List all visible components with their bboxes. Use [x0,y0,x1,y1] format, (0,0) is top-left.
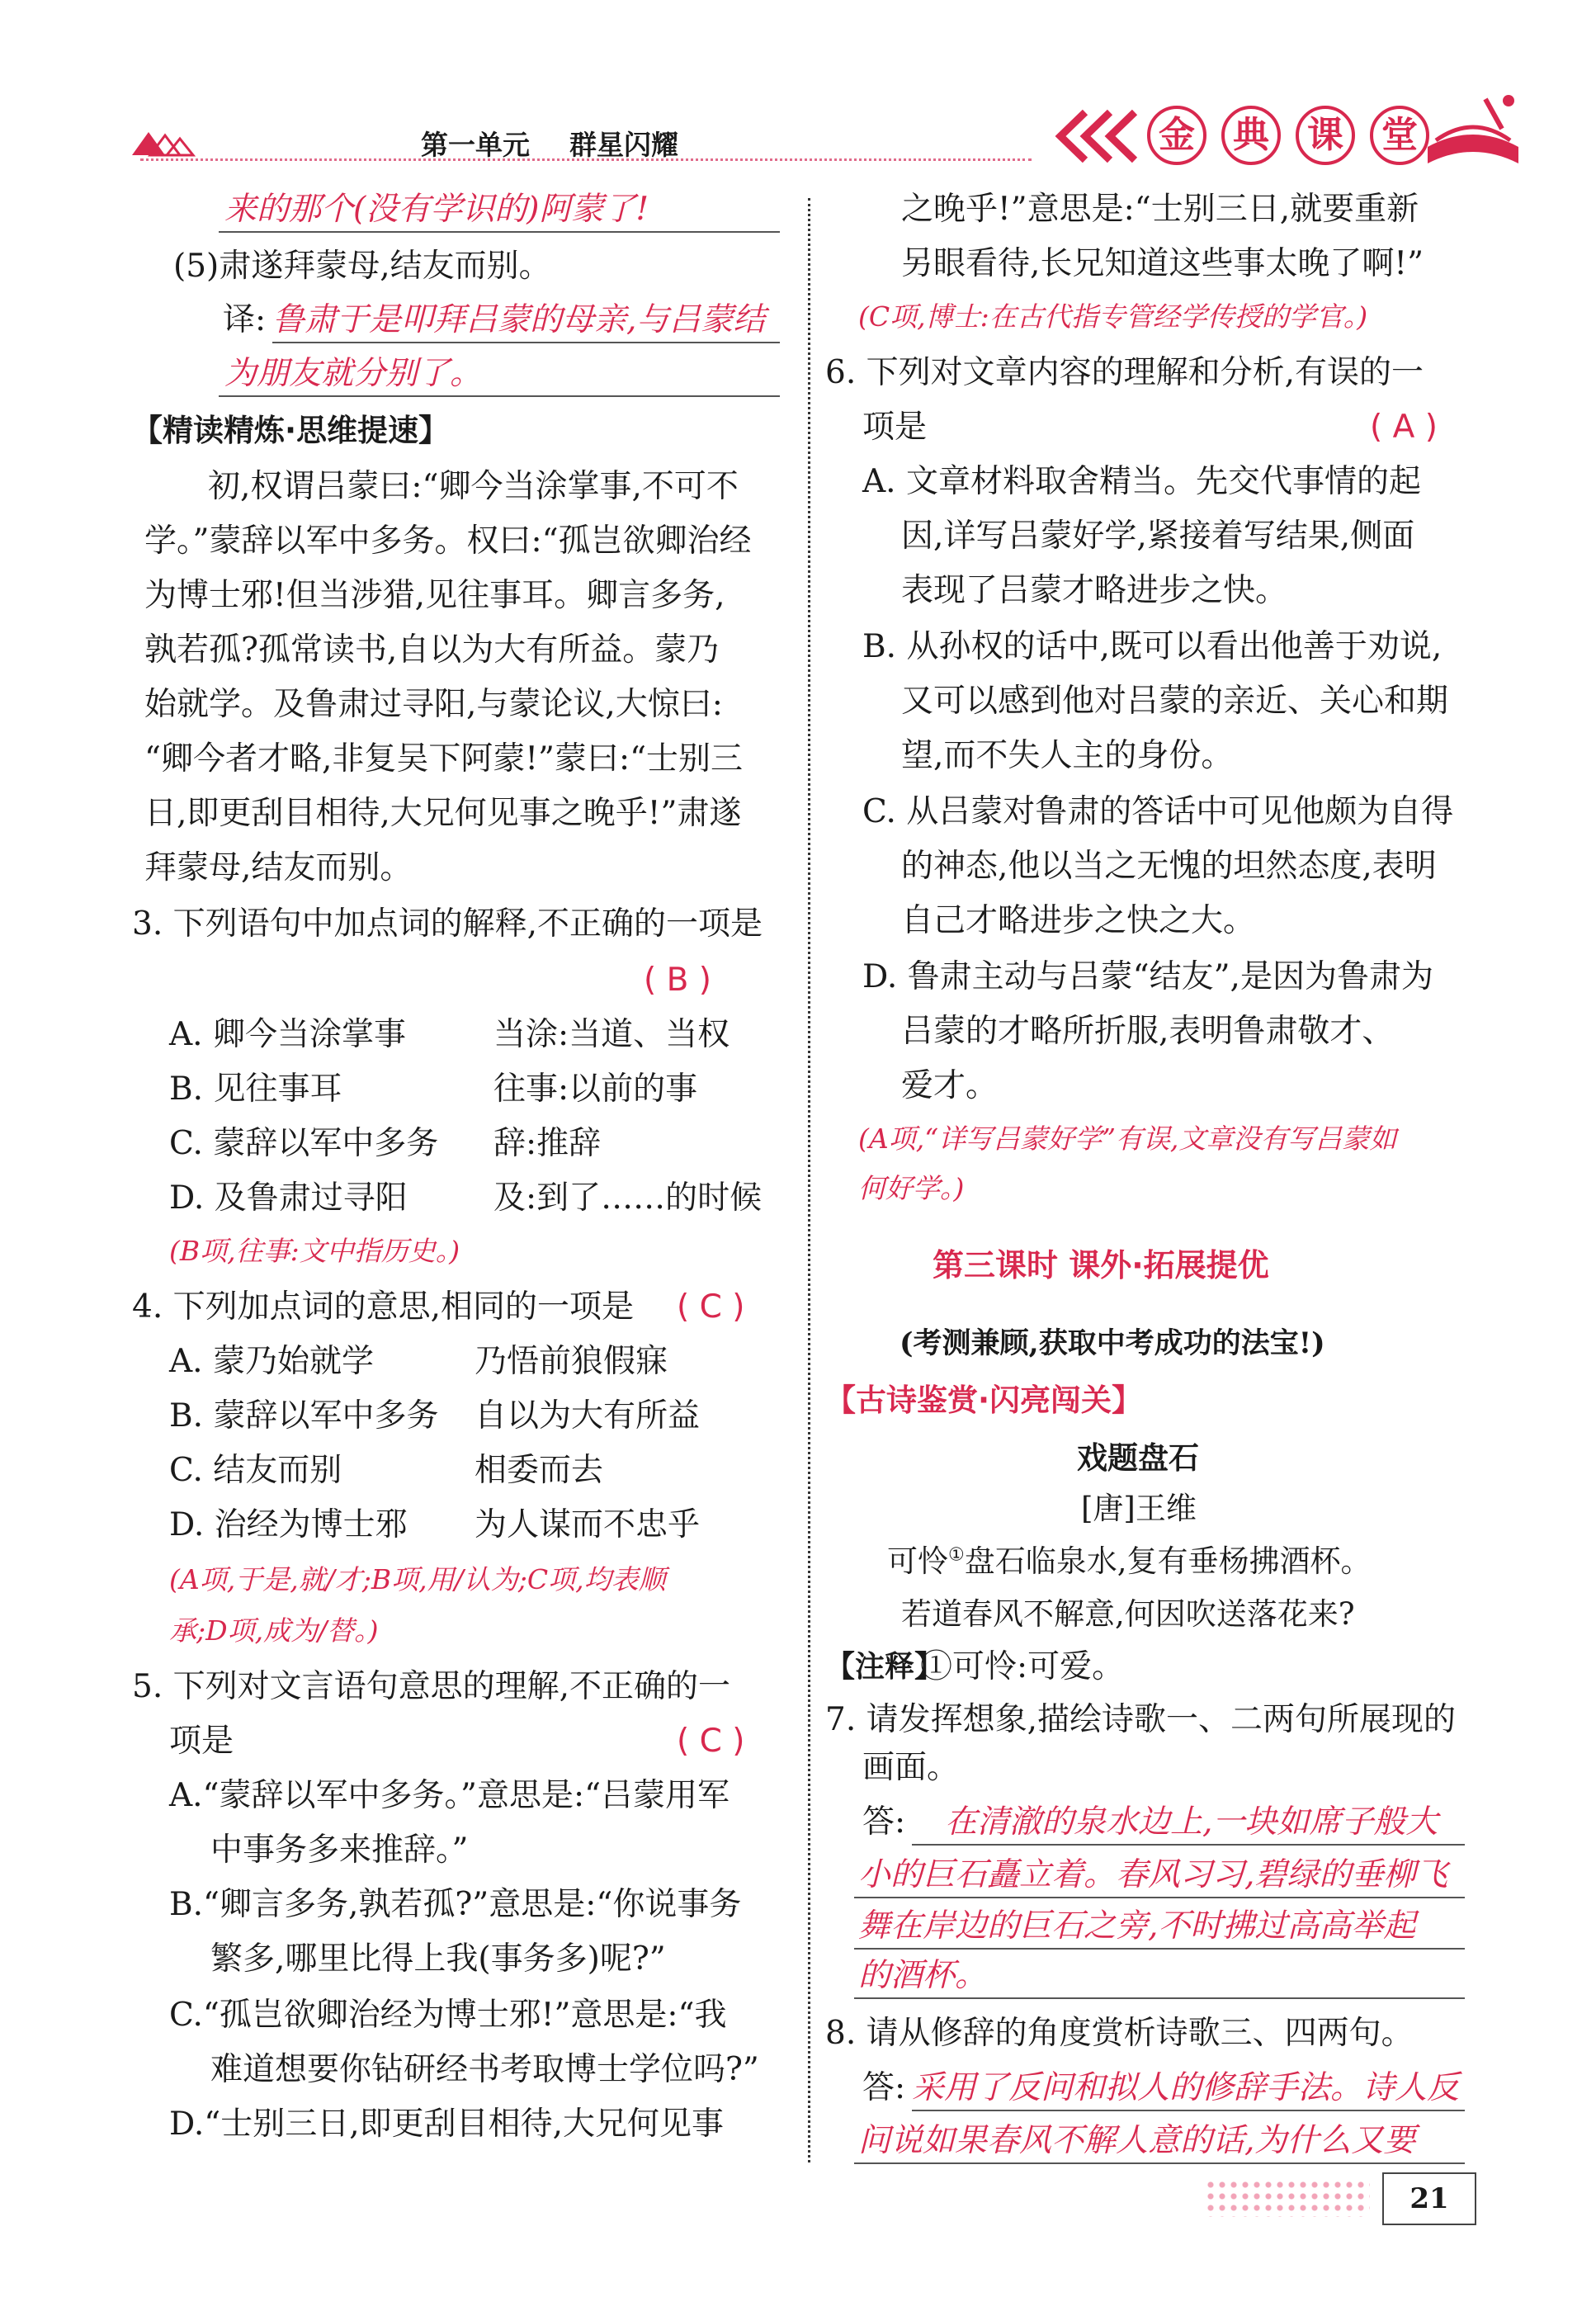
q6-note-line-1: (A项,“详写吕蒙好学”有误,文章没有写吕蒙如 [858,1123,1397,1155]
q8-answer-line-1: 采用了反问和拟人的修辞手法。诗人反 [912,2069,1460,2106]
section-heading-reading: 【精读精炼·思维提速】 [132,413,450,448]
poem-author: [唐]王维 [1081,1491,1197,1526]
q5-option-b: B.“卿言多务,孰若孤?”意思是:“你说事务 [169,1886,742,1923]
q5-option-c: C.“孤岂欲卿治经为博士邪!”意思是:“我 [169,1997,727,2034]
q7-answer-label: 答: [862,1803,906,1841]
answer-underline [219,395,780,397]
q5-option-d: D.“士别三日,即更刮目相待,大兄何见事 [169,2106,725,2143]
q5-option-a-cont: 中事务多来推辞。” [210,1832,469,1869]
page-number: 21 [1382,2172,1476,2225]
q6-option-c: C. 从吕蒙对鲁肃的答话中可见他颇为自得 [862,793,1454,830]
q4-option-a-compare: 乃悟前狼假寐 [475,1343,668,1380]
q8-answer-line-2: 问说如果春风不解人意的话,为什么又要 [858,2122,1416,2159]
question-4: 4. 下列加点词的意思,相同的一项是 [132,1288,635,1326]
q5-option-d-cont-2: 另眼看待,长兄知道这些事太晚了啊!” [901,245,1424,282]
answer-underline [272,342,780,343]
q4-option-b-compare: 自以为大有所益 [475,1397,701,1435]
brand-char-4: 堂 [1370,106,1429,165]
header-arrows-icon [132,124,198,160]
q5-option-a: A.“蒙辞以军中多务。”意思是:“吕蒙用军 [169,1777,730,1814]
q6-option-b-cont: 望,而不失人主的身份。 [901,737,1234,774]
left-translate-line-2: 为朋友就分别了。 [224,355,483,392]
q4-option-a: A. 蒙乃始就学 [169,1343,374,1380]
passage-line: “卿今者才略,非复吴下阿蒙!”蒙曰:“士别三 [144,740,744,778]
question-8: 8. 请从修辞的角度赏析诗歌三、四两句。 [825,2015,1414,2052]
answer-underline [912,2110,1465,2111]
answer-underline [854,1997,1465,1999]
q5-option-b-cont: 繁多,哪里比得上我(事务多)呢?” [210,1940,666,1978]
q6-option-c-cont: 的神态,他以当之无愧的坦然态度,表明 [901,848,1437,885]
q6-option-b-cont: 又可以感到他对吕蒙的亲近、关心和期 [901,683,1449,720]
question-7: 7. 请发挥想象,描绘诗歌一、二两句所展现的 [825,1701,1457,1738]
q6-option-a: A. 文章材料取舍精当。先交代事情的起 [862,463,1421,500]
left-answer-line-1: 来的那个(没有学识的)阿蒙了! [224,191,649,228]
lesson-title: 第三课时 课外·拓展提优 [933,1247,1269,1283]
passage-line: 始就学。及鲁肃过寻阳,与蒙论议,大惊曰: [144,686,723,723]
brand-char-2: 典 [1221,106,1281,165]
poem-line-1-rest: 盘石临泉水,复有垂杨拂酒杯。 [964,1543,1372,1579]
passage-line: 为博士邪!但当涉猎,见往事耳。卿言多务, [144,577,725,614]
q5-option-c-cont: 难道想要你钻研经书考取博士学位吗?” [210,2051,759,2088]
q6-option-a-cont: 因,详写吕蒙好学,紧接着写结果,侧面 [901,518,1415,555]
question-7-cont: 画面。 [862,1749,960,1786]
lesson-motto: (考测兼顾,获取中考成功的法宝!) [900,1326,1325,1360]
q8-answer-label: 答: [862,2069,906,2106]
q3-option-b-meaning: 往事:以前的事 [493,1071,698,1108]
q7-answer-line-2: 小的巨石矗立着。春风习习,碧绿的垂柳飞 [858,1856,1448,1893]
answer-underline [912,1844,1465,1846]
q6-option-b: B. 从孙权的话中,既可以看出他善于劝说, [862,628,1443,665]
q4-option-d: D. 治经为博士邪 [169,1506,408,1543]
note-label: 【注释】 [825,1650,945,1684]
q7-answer-line-4: 的酒杯。 [858,1957,988,1994]
section-heading-poetry: 【古诗鉴赏·闪亮闯关】 [825,1383,1143,1418]
q4-option-b: B. 蒙辞以军中多务 [169,1397,439,1435]
passage-line: 拜蒙母,结友而别。 [144,849,413,886]
left-translate-line-1: 鲁肃于是叩拜吕蒙的母亲,与吕蒙结 [272,301,766,338]
q6-option-d-cont: 爱才。 [901,1067,999,1104]
left-translate-label: 译: [223,301,267,338]
footnote-marker: ① [948,1544,965,1566]
brand-char-3: 课 [1296,106,1355,165]
answer-underline [854,1897,1465,1898]
q3-option-c: C. 蒙辞以军中多务 [169,1125,439,1162]
passage-line: 孰若孤?孤常读书,自以为大有所益。蒙乃 [144,631,720,669]
q7-answer-line-1: 在清澈的泉水边上,一块如席子般大 [945,1803,1438,1841]
question-6-answer: ( A ) [1370,409,1438,446]
q3-option-c-meaning: 辞:推辞 [493,1125,602,1162]
q3-option-b: B. 见往事耳 [169,1071,342,1108]
q3-option-a-meaning: 当涂:当道、当权 [493,1016,730,1053]
answer-underline [854,2162,1465,2164]
passage-line: 日,即更刮目相待,大兄何见事之晚乎!”肃遂 [144,795,742,832]
q3-option-d-meaning: 及:到了……的时候 [493,1179,763,1217]
brand-chevrons-icon [1052,107,1143,168]
unit-title: 群星闪耀 [569,129,678,161]
poem-line-1 [887,1538,1372,1585]
book-logo-icon [1419,89,1527,175]
q6-option-a-cont: 表现了吕蒙才略进步之快。 [901,572,1288,609]
brand-char-1: 金 [1147,106,1206,165]
q4-option-c: C. 结友而别 [169,1452,342,1489]
q3-note: (B项,往事:文中指历史。) [169,1235,460,1267]
q4-note-line-2: 承;D项,成为/替。) [169,1614,379,1647]
unit-label: 第一单元 [421,129,530,161]
answer-underline [854,1948,1465,1950]
footer-dot-pattern [1205,2179,1370,2217]
note-text: ①可怜:可爱。 [920,1648,1125,1685]
q6-option-d-cont: 吕蒙的才略所折服,表明鲁肃敬才、 [901,1013,1395,1050]
poem-line-1-start: 可怜 [887,1543,948,1579]
poem-title: 戏题盘石 [1077,1439,1199,1476]
q4-option-d-compare: 为人谋而不忠乎 [475,1506,701,1543]
poem-line-2: 若道春风不解意,何因吹送落花来? [901,1596,1355,1632]
q7-answer-line-3: 舞在岸边的巨石之旁,不时拂过高高举起 [858,1907,1416,1945]
q3-option-a: A. 卿今当涂掌事 [169,1016,406,1053]
q6-option-c-cont: 自己才略进步之快之大。 [901,902,1256,939]
q4-option-c-compare: 相委而去 [475,1452,604,1489]
q6-note-line-2: 何好学。) [858,1172,965,1204]
left-item-5: (5)肃遂拜蒙母,结友而别。 [173,248,551,285]
question-3-answer: ( B ) [644,962,711,999]
q5-note: (C项,博士:在古代指专管经学传授的学官。) [858,300,1368,333]
question-3: 3. 下列语句中加点词的解释,不正确的一项是 [132,905,763,943]
passage-line: 初,权谓吕蒙曰:“卿今当涂掌事,不可不 [208,468,739,505]
q4-note-line-1: (A项,于是,就/才;B项,用/认为;C项,均表顺 [169,1563,666,1595]
question-5-answer: ( C ) [677,1723,745,1760]
question-5-cont: 项是 [169,1723,234,1760]
question-6-cont: 项是 [862,409,928,446]
question-4-answer: ( C ) [677,1288,745,1326]
question-5: 5. 下列对文言语句意思的理解,不正确的一 [132,1668,731,1705]
question-6: 6. 下列对文章内容的理解和分析,有误的一 [825,354,1424,391]
answer-underline [219,231,780,233]
column-divider [808,198,810,2162]
passage-line: 学。”蒙辞以军中多务。权曰:“孤岂欲卿治经 [144,522,752,560]
q5-option-d-cont-1: 之晚乎!”意思是:“士别三日,就要重新 [901,191,1419,228]
q3-option-d: D. 及鲁肃过寻阳 [169,1179,408,1217]
q6-option-d: D. 鲁肃主动与吕蒙“结友”,是因为鲁肃为 [862,958,1433,995]
